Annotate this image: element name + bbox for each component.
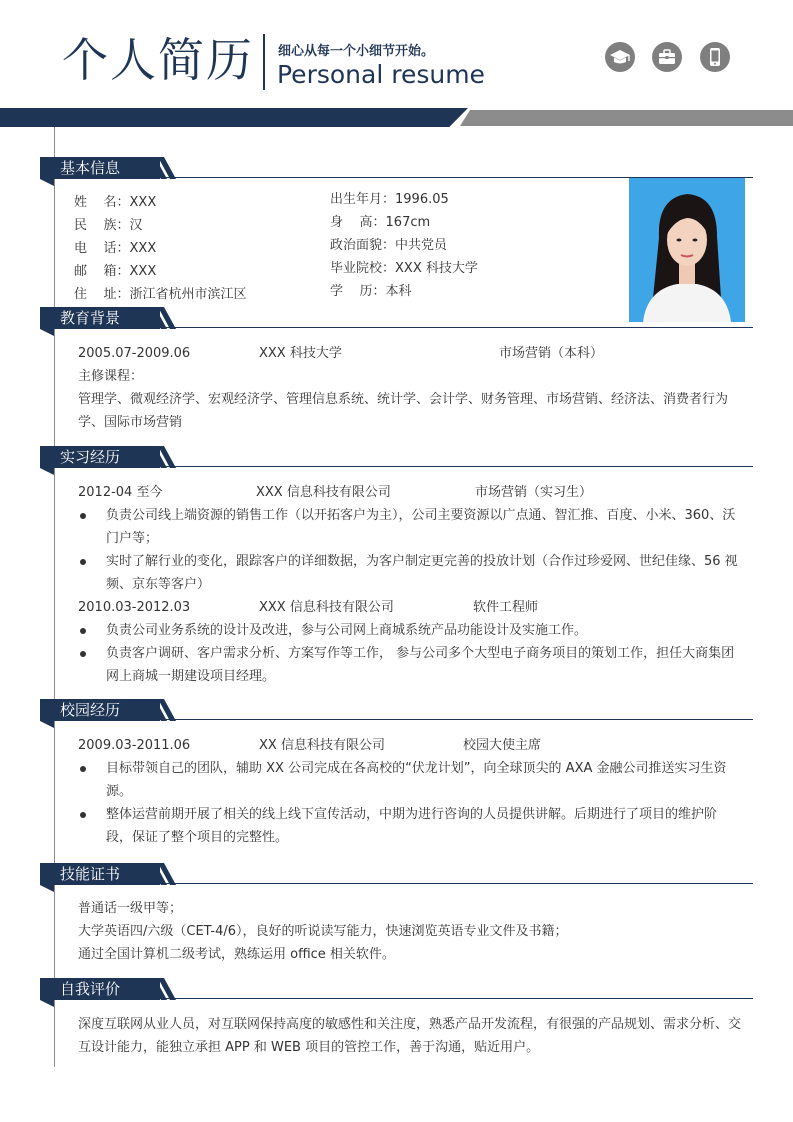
- section-rule: [140, 466, 753, 467]
- briefcase-icon: [652, 42, 682, 72]
- stripes-decoration: [140, 863, 176, 885]
- bullet-dot: [80, 651, 86, 657]
- job-company: XXX 信息科技有限公司: [259, 600, 394, 615]
- section-header-education: [40, 307, 753, 329]
- section-title: 技能证书: [40, 863, 160, 885]
- bullet-dot: [80, 628, 86, 634]
- section-fold: [40, 329, 54, 336]
- self-evaluation-text: 深度互联网从业人员，对互联网保持高度的敏感性和关注度，熟悉产品开发流程，有很强的产品规划、需求分析、交互设计能力，能独立承担 APP 和 WEB 项目的管控工作，善于沟通，贴近用户。: [78, 1017, 742, 1055]
- stripes-decoration: [140, 446, 176, 468]
- stripes-decoration: [140, 157, 176, 179]
- info-row: 姓 名：XXX: [74, 195, 157, 210]
- job-role: 市场营销（实习生）: [475, 485, 593, 500]
- section-header-internship: [40, 446, 753, 468]
- section-title: 基本信息: [40, 157, 160, 179]
- info-row: 电 话：XXX: [74, 241, 157, 256]
- job-point: 负责客户调研、客户需求分析、方案写作等工作， 参与公司多个大型电子商务项目的策划工作，担任大商集团网上商城一期建设项目经理。: [106, 646, 735, 684]
- skill-line: 通过全国计算机二级考试，熟练运用 office 相关软件。: [78, 947, 395, 962]
- campus-role: 校园大使主席: [463, 738, 542, 753]
- timeline-line: [54, 127, 55, 1067]
- page-title-english: Personal resume: [277, 60, 485, 89]
- info-row: 民 族：汉: [74, 218, 143, 233]
- campus-point: 整体运营前期开展了相关的线上线下宣传活动，中期为进行咨询的人员提供讲解。后期进行了项目的维护阶段，保证了整个项目的完整性。: [106, 807, 718, 845]
- education-school: XXX 科技大学: [259, 346, 342, 361]
- section-rule: [140, 327, 753, 328]
- stripes-decoration: [140, 307, 176, 329]
- info-row: 政治面貌：中共党员: [330, 238, 448, 253]
- page-subtitle: 细心从每一个小细节开始。: [278, 44, 435, 59]
- basic-info-left: [74, 191, 247, 306]
- info-row: 身 高：167cm: [330, 215, 431, 230]
- skill-line: 大学英语四/六级（CET-4/6），良好的听说读写能力，快速浏览英语专业文件及书籍；: [78, 924, 568, 939]
- title-divider: [263, 34, 265, 90]
- info-row: 邮 箱：XXX: [74, 264, 157, 279]
- info-row: 毕业院校：XXX 科技大学: [330, 261, 478, 276]
- section-fold: [40, 721, 54, 728]
- education-major: 市场营销（本科）: [499, 346, 604, 361]
- campus-org: XX 信息科技有限公司: [259, 738, 385, 753]
- graduation-cap-icon: [605, 42, 635, 72]
- section-title: 教育背景: [40, 307, 160, 329]
- section-title: 校园经历: [40, 699, 160, 721]
- section-title: 实习经历: [40, 446, 160, 468]
- skill-line: 普通话一级甲等；: [78, 901, 183, 916]
- page-title: 个人简历: [62, 33, 254, 87]
- job-point: 负责公司线上端资源的销售工作（以开拓客户为主），公司主要资源以广点通、智汇推、百度、小米、360、沃门户等；: [106, 508, 736, 546]
- courses-text: 管理学、微观经济学、宏观经济学、管理信息系统、统计学、会计学、财务管理、市场营销、经济法、消费者行为学、国际市场营销: [78, 392, 729, 430]
- section-fold: [40, 1000, 54, 1007]
- section-header-skills: [40, 863, 753, 885]
- info-row: 住 址：浙江省杭州市滨江区: [74, 287, 247, 302]
- section-rule: [140, 998, 753, 999]
- section-header-campus: [40, 699, 753, 721]
- bullet-dot: [80, 513, 86, 519]
- courses-label: 主修课程：: [78, 369, 144, 384]
- stripes-decoration: [140, 699, 176, 721]
- skills-list: [78, 897, 568, 966]
- section-fold: [40, 468, 54, 475]
- job-company: XXX 信息科技有限公司: [256, 485, 391, 500]
- header-band-gray: [460, 110, 793, 126]
- bullet-dot: [80, 766, 86, 772]
- section-rule: [140, 719, 753, 720]
- profile-photo: [629, 178, 745, 322]
- job-role: 软件工程师: [473, 600, 539, 615]
- section-rule: [140, 883, 753, 884]
- job-period: 2010.03-2012.03: [78, 600, 191, 615]
- section-fold: [40, 179, 54, 186]
- stripes-decoration: [140, 978, 176, 1000]
- info-row: 出生年月：1996.05: [330, 192, 449, 207]
- bullet-dot: [80, 812, 86, 818]
- bullet-dot: [80, 559, 86, 565]
- education-period: 2005.07-2009.06: [78, 346, 191, 361]
- header-band-dark: [0, 108, 468, 127]
- job-point: 实时了解行业的变化，跟踪客户的详细数据，为客户制定更完善的投放计划（合作过珍爱网、世纪佳缘、56 视频、京东等客户）: [106, 554, 738, 592]
- campus-period: 2009.03-2011.06: [78, 738, 191, 753]
- campus-point: 目标带领自己的团队，辅助 XX 公司完成在各高校的“伏龙计划”，向全球顶尖的 AXA 金融公司推送实习生资源。: [106, 761, 727, 799]
- section-header-basic: [40, 157, 753, 179]
- job-period: 2012-04 至今: [78, 485, 163, 500]
- info-row: 学 历：本科: [330, 284, 412, 299]
- section-title: 自我评价: [40, 978, 160, 1000]
- section-fold: [40, 885, 54, 892]
- job-point: 负责公司业务系统的设计及改进，参与公司网上商城系统产品功能设计及实施工作。: [106, 623, 588, 638]
- phone-icon: [700, 42, 730, 72]
- basic-info-right: [330, 188, 478, 303]
- section-header-self: [40, 978, 753, 1000]
